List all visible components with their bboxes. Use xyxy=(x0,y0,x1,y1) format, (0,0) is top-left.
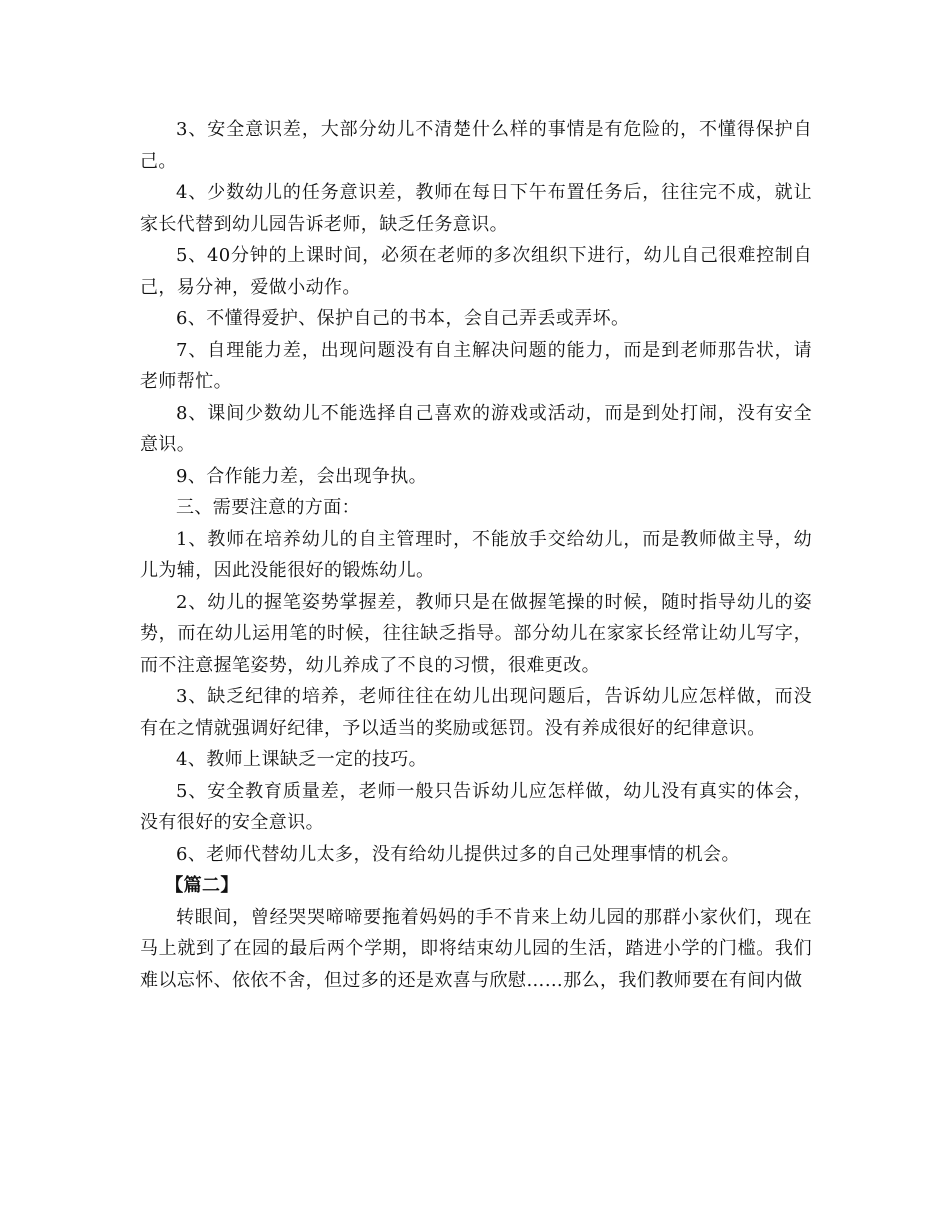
paragraph-part-two-intro: 转眼间，曾经哭哭啼啼要拖着妈妈的手不肯来上幼儿园的那群小家伙们，现在马上就到了在园的最后两个学期，即将结束幼儿园的生活，踏进小学的门槛。我们难以忘怀、依依不舍，但过多的还是欢喜与欣慰……那么，我们教师要在有间内做 xyxy=(140,906,812,991)
paragraph-self-management: 1、教师在培养幼儿的自主管理时，不能放手交给幼儿，而是教师做主导，幼儿为辅，因此没能很好的锻炼幼儿。 xyxy=(140,528,812,581)
paragraph-self-care: 7、自理能力差，出现问题没有自主解决问题的能力，而是到老师那告状，请老师帮忙。 xyxy=(140,339,812,392)
paragraph-book-care: 6、不懂得爱护、保护自己的书本，会自己弄丢或弄坏。 xyxy=(176,308,630,329)
paragraph-safety-education: 5、安全教育质量差，老师一般只告诉幼儿应怎样做，幼儿没有真实的体会，没有很好的安全意识。 xyxy=(140,780,812,833)
paragraph-class-time: 5、40分钟的上课时间，必须在老师的多次组织下进行，幼儿自己很难控制自己，易分神，爱做小动作。 xyxy=(140,245,812,298)
paragraph-cooperation: 9、合作能力差，会出现争执。 xyxy=(176,465,428,487)
paragraph-teaching-skill: 4、教师上课缺乏一定的技巧。 xyxy=(176,749,428,770)
paragraph-pen-grip: 2、幼儿的握笔姿势掌握差，教师只是在做握笔操的时候，随时指导幼儿的姿势，而在幼儿运用笔的时候，往往缺乏指导。部分幼儿在家家长经常让幼儿写字，而不注意握笔姿势，幼儿养成了不良的习惯，很难更改。 xyxy=(140,591,812,676)
paragraph-task-awareness: 4、少数幼儿的任务意识差，教师在每日下午布置任务后，往往完不成，就让家长代替到幼儿园告诉老师，缺乏任务意识。 xyxy=(140,182,812,235)
paragraph-discipline: 3、缺乏纪律的培养，老师往往在幼儿出现问题后，告诉幼儿应怎样做，而没有在之情就强调好纪律，予以适当的奖励或惩罚。没有养成很好的纪律意识。 xyxy=(140,686,812,739)
paragraph-break-time: 8、课间少数幼儿不能选择自己喜欢的游戏或活动，而是到处打闹，没有安全意识。 xyxy=(140,402,812,455)
chapter-heading-part-two: 【篇二】 xyxy=(165,875,239,896)
paragraph-over-assistance: 6、老师代替幼儿太多，没有给幼儿提供过多的自己处理事情的机会。 xyxy=(176,843,740,865)
section-heading-attention: 三、需要注意的方面： xyxy=(176,497,360,518)
document-body xyxy=(140,114,812,996)
paragraph-safety-awareness: 3、安全意识差，大部分幼儿不清楚什么样的事情是有危险的，不懂得保护自己。 xyxy=(140,119,812,172)
